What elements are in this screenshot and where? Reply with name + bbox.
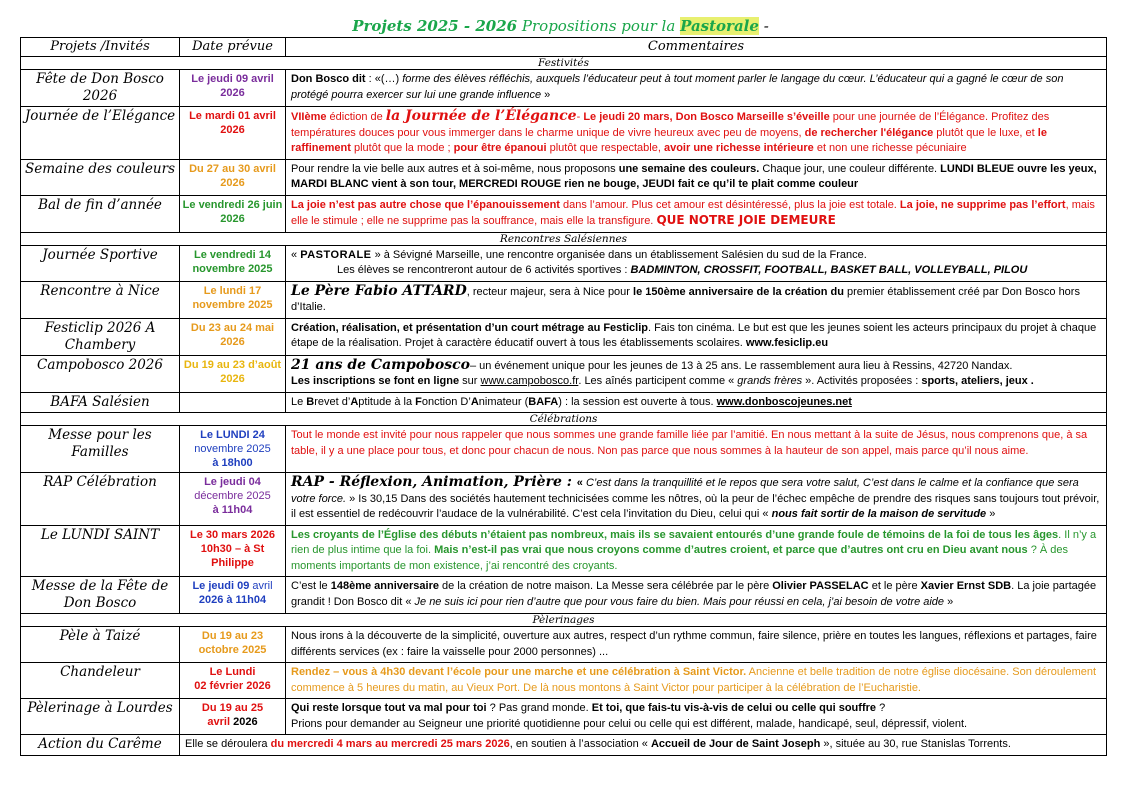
date-cell: Le jeudi 09 avril 2026 bbox=[180, 70, 286, 107]
header-row bbox=[21, 38, 1107, 57]
table-row bbox=[21, 627, 1107, 663]
section-row bbox=[21, 413, 1107, 426]
projects-table bbox=[20, 37, 1107, 756]
project-cell: Messe de la Fête de Don Bosco bbox=[21, 577, 180, 614]
project-cell: Pèle à Taizé bbox=[21, 627, 180, 663]
comment-cell: Tout le monde est invité pour nous rappeler que nous sommes une grande famille liée par l’amitié. En nous mettant à la suite de Jésus, nous comprenons que, à sa table, il y a une place pour tous, et donc pour chacun de nous. Non pas parce que nous sommes à la hauteur de son appel, mais parce qu’il nous aime. bbox=[286, 426, 1107, 473]
comment-cell: VIIème édiction de la Journée de l’Élégance- Le jeudi 20 mars, Don Bosco Marseille s’éveille pour une journée de l’Élégance. Profitez des températures douces pour vous immerger dans le charme unique de vivre heureux avec peu de moyens, de rechercher l'élégance plutôt que le luxe, et le raffinement plutôt que la mode ; pour être épanoui plutôt que respectable, avoir une richesse intérieure et non une richesse pécuniaire bbox=[286, 107, 1107, 160]
section-row bbox=[21, 614, 1107, 627]
date-cell: Le Lundi 02 février 2026 bbox=[180, 663, 286, 699]
project-cell: Festiclip 2026 A Chambery bbox=[21, 318, 180, 355]
project-cell: BAFA Salésien bbox=[21, 392, 180, 413]
comment-cell: La joie n’est pas autre chose que l’épanouissement dans l’amour. Plus cet amour est désintéressé, plus la joie est totale. La joie, ne supprime pas l’effort, mais elle le stimule ; elle ne supprime pas la souffrance, mais elle la transfigure. QUE NOTRE JOIE DEMEURE bbox=[286, 195, 1107, 232]
comment-cell: Création, réalisation, et présentation d’un court métrage au Festiclip. Fais ton cinéma. Le but est que les jeunes soient les acteurs principaux du projet à chaque étape de la réalisation. Projet à caractère éducatif ouvert à tous les établissements scolaires. www.fesiclip.eu bbox=[286, 318, 1107, 355]
project-cell: Action du Carême bbox=[21, 735, 180, 756]
comment-cell: RAP - Réflexion, Animation, Prière : « C’est dans la tranquillité et le repos que sera votre salut, C’est dans le calme et la confiance que sera votre force. » Is 30,15 Dans des sociétés hautement technicisées comme les nôtres, où la peur de l’échec empêche de prendre des risques sans toujours tout prévoir, il est essentiel de redécouvrir l’audace de la vulnérabilité. C’est cela l’invitation du Dieu, celui qui « nous fait sortir de la maison de servitude » bbox=[286, 473, 1107, 526]
project-cell: Le LUNDI SAINT bbox=[21, 525, 180, 577]
table-row bbox=[21, 735, 1107, 756]
date-cell: Le vendredi 14 novembre 2025 bbox=[180, 245, 286, 281]
project-cell: Messe pour les Familles bbox=[21, 426, 180, 473]
section-celebrations: Célébrations bbox=[21, 413, 1107, 426]
donbosco-link[interactable]: www.donboscojeunes.net bbox=[716, 395, 852, 408]
project-cell: Journée Sportive bbox=[21, 245, 180, 281]
comment-cell: Nous irons à la découverte de la simplicité, ouverture aux autres, respect d’un rythme commun, faire silence, prière en toutes les langues, réflexions et partages, faire différents services (ex : faire la vaisselle pour 2000 personnes) ... bbox=[286, 627, 1107, 663]
project-cell: Pèlerinage à Lourdes bbox=[21, 699, 180, 735]
date-cell: Du 27 au 30 avril 2026 bbox=[180, 159, 286, 195]
comment-cell: Pour rendre la vie belle aux autres et à soi-même, nous proposons une semaine des couleurs. Chaque jour, une couleur différente. LUNDI BLEUE ouvre les yeux, MARDI BLANC vient à son tour, MERCREDI ROUGE rien ne bouge, JEUDI fait ce qu’il te plait comme couleur bbox=[286, 159, 1107, 195]
table-row bbox=[21, 195, 1107, 232]
project-cell: Rencontre à Nice bbox=[21, 281, 180, 318]
date-cell: Le jeudi 04 décembre 2025 à 11h04 bbox=[180, 473, 286, 526]
table-row bbox=[21, 663, 1107, 699]
comment-cell: Rendez – vous à 4h30 devant l’école pour une marche et une célébration à Saint Victor. Ancienne et belle tradition de notre église diocésaine. Son déroulement commence à 5 heures du matin, au Vieux Port. De là nous montons à Saint Victor pour participer à la célébration de l’Eucharistie. bbox=[286, 663, 1107, 699]
project-cell: Campobosco 2026 bbox=[21, 355, 180, 392]
campobosco-link[interactable]: www.campobosco.fr bbox=[480, 375, 579, 387]
comment-cell: 21 ans de Campobosco– un événement unique pour les jeunes de 13 à 25 ans. Le rassemblement aura lieu à Ressins, 42720 Nandax. Les inscriptions se font en ligne sur www.campobosco.fr. Les aînés participent comme « grands frères ». Activités proposées : sports, ateliers, jeux . bbox=[286, 355, 1107, 392]
date-cell: Le mardi 01 avril 2026 bbox=[180, 107, 286, 160]
header-comments: Commentaires bbox=[286, 38, 1107, 57]
date-cell: Du 19 au 25 avril 2026 bbox=[180, 699, 286, 735]
section-row bbox=[21, 232, 1107, 245]
date-cell: Le jeudi 09 avril 2026 à 11h04 bbox=[180, 577, 286, 614]
section-row bbox=[21, 57, 1107, 70]
date-cell: Du 19 au 23 octobre 2025 bbox=[180, 627, 286, 663]
date-cell: Le vendredi 26 juin 2026 bbox=[180, 195, 286, 232]
comment-cell: Le Père Fabio ATTARD, recteur majeur, sera à Nice pour le 150ème anniversaire de la création du premier établissement créé par Don Bosco hors d’Italie. bbox=[286, 281, 1107, 318]
table-row bbox=[21, 355, 1107, 392]
table-row bbox=[21, 426, 1107, 473]
table-row bbox=[21, 107, 1107, 160]
table-row bbox=[21, 245, 1107, 281]
comment-cell: C’est le 148ème anniversaire de la création de notre maison. La Messe sera célébrée par le père Olivier PASSELAC et le père Xavier Ernst SDB. La joie partagée grandit ! Don Bosco dit « Je ne suis ici pour rien d’autre que pour vous faire du bien. Mais pour réussi en cela, j’ai besoin de votre aide » bbox=[286, 577, 1107, 614]
table-row bbox=[21, 318, 1107, 355]
project-cell: Bal de fin d’année bbox=[21, 195, 180, 232]
header-date: Date prévue bbox=[180, 38, 286, 57]
table-row bbox=[21, 281, 1107, 318]
project-cell: Fête de Don Bosco 2026 bbox=[21, 70, 180, 107]
table-row bbox=[21, 473, 1107, 526]
project-cell: Chandeleur bbox=[21, 663, 180, 699]
table-row bbox=[21, 392, 1107, 413]
comment-cell: Les croyants de l’Église des débuts n’étaient pas nombreux, mais ils se savaient entourés d’une grande foule de témoins de la foi de tous les âges. Il n’y a rien de plus intime que la foi. Mais n’est-il pas vrai que nous croyons comme d’autres croient, et parce que d’autres ont cru en Dieu avant nous ? À des moments importants de mon existence, j’ai rencontré des croyants. bbox=[286, 525, 1107, 577]
section-festivites: Festivités bbox=[21, 57, 1107, 70]
date-cell: Le LUNDI 24 novembre 2025 à 18h00 bbox=[180, 426, 286, 473]
section-pelerinages: Pèlerinages bbox=[21, 614, 1107, 627]
table-row bbox=[21, 159, 1107, 195]
table-row bbox=[21, 70, 1107, 107]
date-cell: Le lundi 17 novembre 2025 bbox=[180, 281, 286, 318]
section-rencontres: Rencontres Salésiennes bbox=[21, 232, 1107, 245]
date-cell: Le 30 mars 2026 10h30 – à St Philippe bbox=[180, 525, 286, 577]
comment-cell: « PASTORALE » à Sévigné Marseille, une rencontre organisée dans un établissement Salésien du sud de la France. Les élèves se rencontreront autour de 6 activités sportives : BADMINTON, CROSSFIT, FOOTBALL, BASKET BALL, VOLLEYBALL, PILOU bbox=[286, 245, 1107, 281]
project-cell: Journée de l’Elégance bbox=[21, 107, 180, 160]
date-cell: Du 19 au 23 d’août 2026 bbox=[180, 355, 286, 392]
comment-cell: Don Bosco dit : «(…) forme des élèves réfléchis, auxquels l’éducateur peut à tout moment parler le langage du cœur. L’éducateur qui a gagné le cœur de son protégé pourra exercer sur lui une grande influence » bbox=[286, 70, 1107, 107]
date-cell bbox=[180, 392, 286, 413]
page-title: Projets 2025 - 2026 Propositions pour la Pastorale - bbox=[352, 17, 769, 35]
table-row bbox=[21, 577, 1107, 614]
date-cell: Du 23 au 24 mai 2026 bbox=[180, 318, 286, 355]
table-row bbox=[21, 699, 1107, 735]
project-cell: RAP Célébration bbox=[21, 473, 180, 526]
project-cell: Semaine des couleurs bbox=[21, 159, 180, 195]
comment-cell: Elle se déroulera du mercredi 4 mars au mercredi 25 mars 2026, en soutien à l’association « Accueil de Jour de Saint Joseph », située au 30, rue Stanislas Torrents. bbox=[180, 735, 1107, 756]
comment-cell: Le Brevet d’Aptitude à la Fonction D’Animateur (BAFA) : la session est ouverte à tous. www.donboscojeunes.net bbox=[286, 392, 1107, 413]
comment-cell: Qui reste lorsque tout va mal pour toi ? Pas grand monde. Et toi, que fais-tu vis-à-vis de celui ou celle qui souffre ? Prions pour demander au Seigneur une priorité quotidienne pour celui ou celle qui est différent, malade, handicapé, seul, dépressif, violent. bbox=[286, 699, 1107, 735]
table-row bbox=[21, 525, 1107, 577]
header-projects: Projets /Invités bbox=[21, 38, 180, 57]
